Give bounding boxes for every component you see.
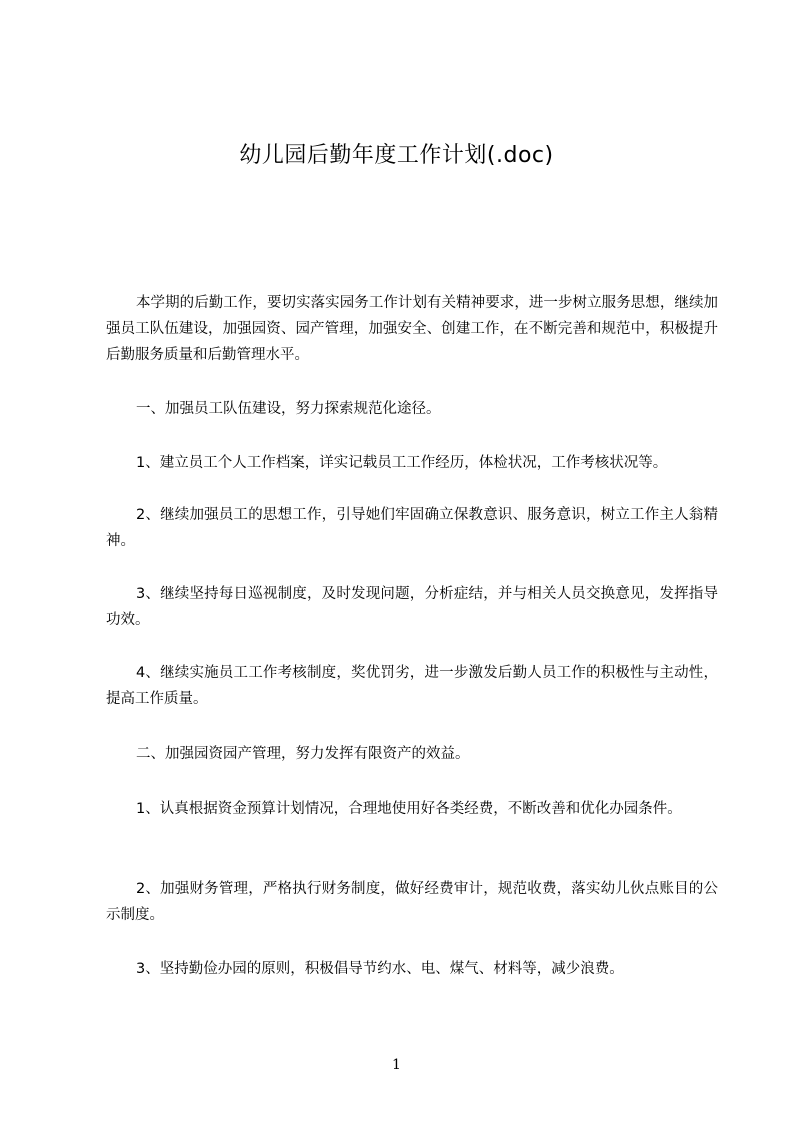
list-item: 1、认真根据资金预算计划情况，合理地使用好各类经费，不断改善和优化办园条件。 — [136, 801, 682, 817]
document-title: 幼儿园后勤年度工作计划(.doc) — [239, 143, 554, 168]
list-item: 2、继续加强员工的思想工作，引导她们牢固确立保教意识、服务意识，树立工作主人翁精神。 — [106, 507, 718, 549]
page-number: 1 — [392, 1057, 401, 1073]
list-item: 4、继续实施员工工作考核制度，奖优罚劣，进一步激发后勤人员工作的积极性与主动性，提高工作质量。 — [106, 665, 718, 707]
list-item: 2、加强财务管理，严格执行财务制度，做好经费审计，规范收费，落实幼儿伙点账目的公示制度。 — [106, 881, 718, 923]
section-heading-1: 一、加强员工队伍建设，努力探索规范化途径。 — [136, 401, 441, 417]
list-item: 3、继续坚持每日巡视制度，及时发现问题，分析症结，并与相关人员交换意见，发挥指导功效。 — [106, 586, 718, 628]
intro-paragraph: 本学期的后勤工作，要切实落实园务工作计划有关精神要求，进一步树立服务思想，继续加强员工队伍建设，加强园资、园产管理，加强安全、创建工作，在不断完善和规范中，积极提升后勤服务质量和后勤管理水平。 — [106, 295, 718, 363]
list-item: 3、坚持勤俭办园的原则，积极倡导节约水、电、煤气、材料等，减少浪费。 — [136, 961, 624, 977]
section-heading-2: 二、加强园资园产管理，努力发挥有限资产的效益。 — [136, 746, 470, 762]
list-item: 1、建立员工个人工作档案，详实记载员工工作经历，体检状况，工作考核状况等。 — [136, 455, 668, 471]
